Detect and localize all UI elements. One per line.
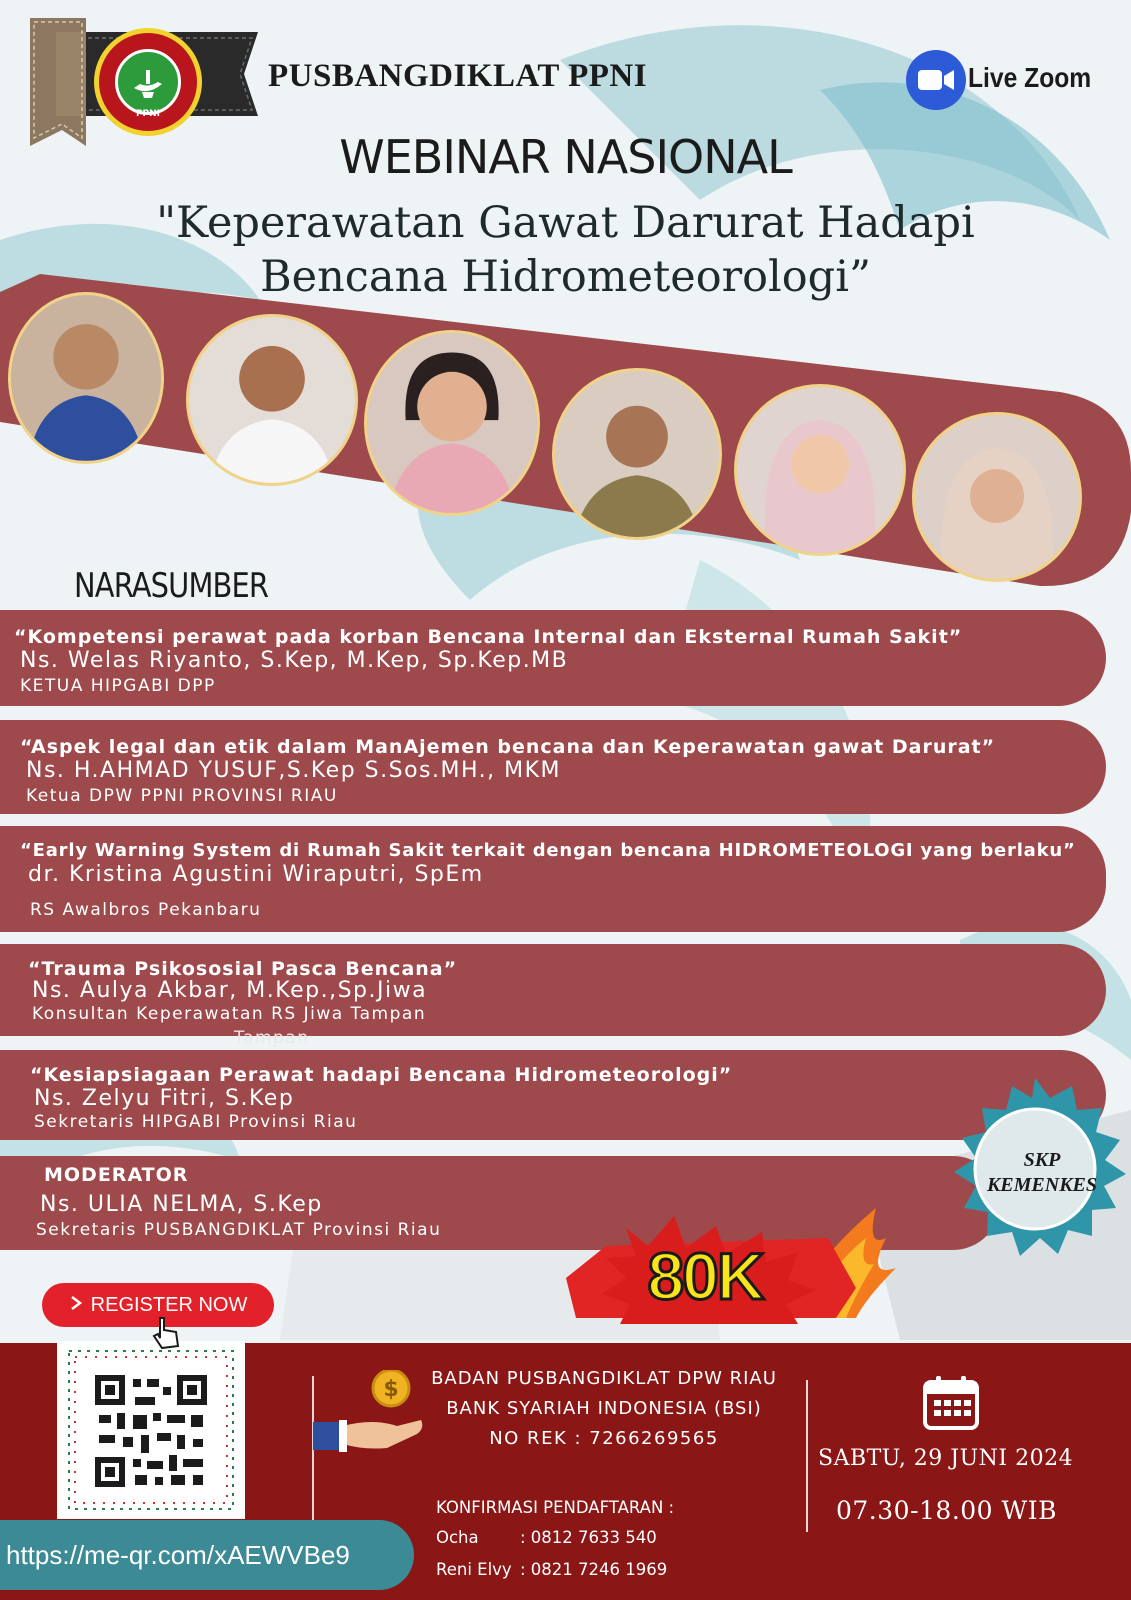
org-title: PUSBANGDIKLAT PPNI (268, 58, 648, 94)
speaker-portrait-2 (186, 314, 358, 486)
session-card-5 (0, 1050, 1106, 1140)
session-topic: “Kompetensi perawat pada korban Bencana Internal dan Eksternal Rumah Sakit” (14, 626, 963, 648)
money-hand-icon (313, 1370, 433, 1460)
session-speaker: Ns. H.AHMAD YUSUF,S.Kep S.Sos.MH., MKM (26, 758, 561, 783)
session-role: Sekretaris HIPGABI Provinsi Riau (34, 1112, 358, 1132)
session-topic: “Trauma Psikososial Pasca Bencana” (28, 958, 458, 980)
contact-phone-2: : 0821 7246 1969 (520, 1560, 668, 1579)
event-time: 07.30-18.00 WIB (836, 1496, 1057, 1525)
platform-label: Live Zoom (968, 62, 1092, 93)
session-role-extra: Tampan (234, 1028, 310, 1048)
skp-badge-text (962, 1148, 1122, 1198)
session-card-3 (0, 826, 1106, 932)
event-title (0, 196, 1131, 304)
logo-text: PPNI (135, 109, 161, 119)
session-role: Ketua DPW PPNI PROVINSI RIAU (26, 786, 338, 806)
payment-line-1: BADAN PUSBANGDIKLAT DPW RIAU (431, 1368, 777, 1389)
price-label: 80K (647, 1239, 763, 1313)
payment-line-2: BANK SYARIAH INDONESIA (BSI) (446, 1398, 762, 1419)
speaker-portrait-6 (912, 412, 1082, 582)
event-title-line1: "Keperawatan Gawat Darurat Hadapi (156, 198, 975, 248)
register-label: REGISTER NOW (90, 1293, 248, 1316)
ppni-logo (94, 28, 202, 136)
session-role: RS Awalbros Pekanbaru (30, 900, 262, 920)
event-title-line2: Bencana Hidrometeorologi” (260, 252, 871, 302)
event-type: WEBINAR NASIONAL (339, 130, 792, 184)
qr-card (57, 1341, 245, 1519)
confirmation-label: KONFIRMASI PENDAFTARAN : (436, 1498, 675, 1517)
speaker-portrait-4 (552, 368, 722, 540)
lamp-icon (115, 49, 181, 115)
speaker-portrait-5 (734, 384, 906, 556)
pointer-hand-icon (150, 1316, 182, 1350)
calendar-icon (922, 1374, 980, 1432)
section-label: NARASUMBER (74, 566, 269, 606)
moderator-label: MODERATOR (44, 1164, 189, 1186)
skp-line1: SKP (1023, 1149, 1061, 1171)
speaker-portrait-1 (8, 292, 164, 464)
session-card-1 (0, 610, 1106, 706)
svg-text:$: $ (383, 1377, 399, 1402)
session-topic: “Kesiapsiagaan Perawat hadapi Bencana Hidrometeorologi” (30, 1064, 733, 1086)
contact-name-1: Ocha (436, 1528, 479, 1547)
session-speaker: Ns. Zelyu Fitri, S.Kep (34, 1086, 295, 1111)
session-speaker: dr. Kristina Agustini Wiraputri, SpEm (28, 862, 484, 887)
moderator-name: Ns. ULIA NELMA, S.Kep (40, 1192, 323, 1217)
footer-divider-right (806, 1380, 808, 1532)
register-url[interactable]: https://me-qr.com/xAEWVBe9 (0, 1520, 414, 1590)
session-card-2 (0, 720, 1106, 814)
contact-name-2: Reni Elvy (436, 1560, 512, 1579)
session-role: KETUA HIPGABI DPP (20, 676, 216, 696)
skp-line2: KEMENKES (986, 1174, 1098, 1196)
qr-code-icon[interactable] (95, 1375, 207, 1487)
session-topic: “Aspek legal dan etik dalam ManAjemen bencana dan Keperawatan gawat Darurat” (20, 736, 996, 758)
session-speaker: Ns. Welas Riyanto, S.Kep, M.Kep, Sp.Kep.MB (20, 648, 569, 673)
contact-phone-1: : 0812 7633 540 (520, 1528, 657, 1547)
payment-line-3: NO REK : 7266269565 (489, 1428, 719, 1449)
session-topic: “Early Warning System di Rumah Sakit terkait dengan bencana HIDROMETEOLOGI yang berlaku” (20, 840, 1076, 861)
speaker-portrait-3 (364, 330, 540, 516)
moderator-role: Sekretaris PUSBANGDIKLAT Provinsi Riau (36, 1220, 442, 1240)
zoom-camera-icon (906, 50, 966, 110)
session-card-4 (0, 944, 1106, 1048)
chevron-right-icon (69, 1294, 83, 1317)
session-role: Konsultan Keperawatan RS Jiwa Tampan (32, 1004, 427, 1024)
session-speaker: Ns. Aulya Akbar, M.Kep.,Sp.Jiwa (32, 978, 428, 1003)
event-date: SABTU, 29 JUNI 2024 (818, 1446, 1074, 1471)
